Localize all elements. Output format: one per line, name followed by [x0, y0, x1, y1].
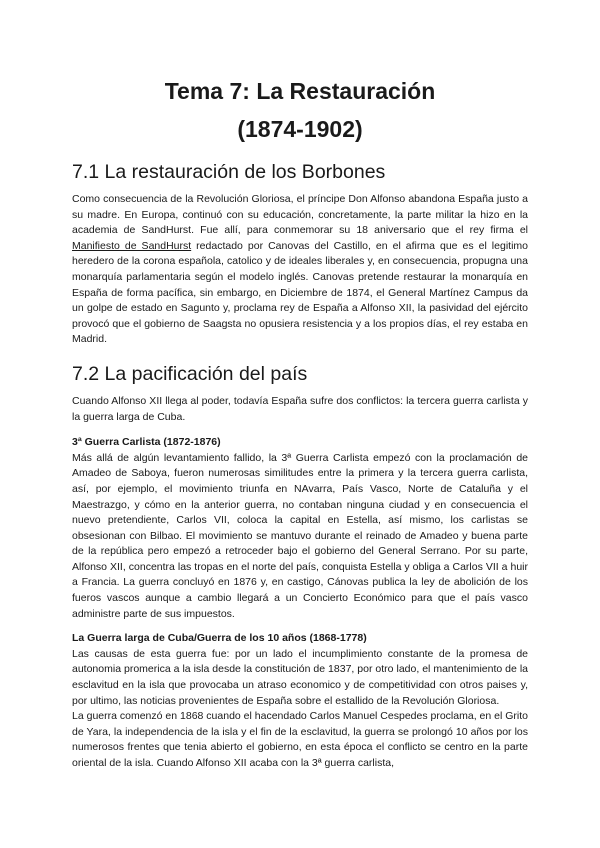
section-1-heading: 7.1 La restauración de los Borbones	[72, 161, 386, 183]
document-page	[72, 72, 528, 772]
subsection-cuba-title: La Guerra larga de Cuba/Guerra de los 10 años (1868-1778)	[72, 632, 367, 645]
section-2-intro: Cuando Alfonso XII llega al poder, todavía España sufre dos conflictos: la tercera guerra carlista y la guerra larga de Cuba.	[72, 394, 528, 423]
manifiesto-link[interactable]: Manifiesto de SandHurst	[72, 239, 192, 252]
section-1-text-b: redactado por Canovas del Castillo, en el afirma que es el legitimo heredero de la corona española, catolico y de ideales liberales y, en consecuencia, propugna una monarquía parlamentaria según el modelo inglés. Canovas pretende restaurar la monarquía en España de forma pacífica, sin embargo, en Diciembre de 1874, el General Martínez Campus da un golpe de estado en Sagunto y, proclama rey de España a Alfonso XII, la pasividad del ejército provocó que el gobierno de Saagsta no opusiera resistencia y a los propios días, el rey estaba en Madrid.	[72, 239, 528, 346]
section-1-paragraph	[72, 192, 528, 348]
title-line-1: Tema 7: La Restauración	[164, 78, 436, 104]
section-1-text-a: Como consecuencia de la Revolución Gloriosa, el príncipe Don Alfonso abandona España justo a su madre. En Europa, continuó con su educación, concretamente, la parte militar la hizo en la academia de SandHurst. Fue allí, para conmemorar su 18 aniversario que el rey firma el	[72, 193, 528, 237]
subsection-carlista-text: Más allá de algún levantamiento fallido, la 3ª Guerra Carlista empezó con la proclamación de Amadeo de Saboya, fueron numerosas similitudes entre la primera y la tercera guerra carlista, así, por ejemplo, el movimiento triunfa en NAvarra, País Vasco, Norte de Cataluña y el Maestrazgo, y cómo en la anterior guerra, no contaban ninguna ciudad y en consecuencia el nuevo pretendiente, Carlos VII, coloca la capital en Estella, así mismo, los carlistas se obsesionan con Bilbao. El movimiento se mantuvo durante el reinado de Amadeo y buena parte de la república pero empezó a retroceder bajo el gobierno del General Serrano. Por su parte, Alfonso XII, concentra las tropas en el norte del país, conquista Estella y obliga a Carlos VII a huir a Francia. La guerra concluyó en 1876 y, en castigo, Cánovas publica la ley de abolición de los fueros vascos aunque a cambio llegará a un Concierto Económico para que el país vasco administre parte de sus impuestos.	[72, 451, 528, 620]
subsection-cuba-text-1: Las causas de esta guerra fue: por un lado el incumplimiento constante de la promesa de autonomia promerica a la isla desde la constitución de 1837, por otro lado, el mantenimiento de la esclavitud en la isla que provocaba un atraso economico y de competitividad con otros paises y, por ultimo, las noticias provenientes de España sobre el estallido de la Revolución Gloriosa.	[72, 647, 528, 707]
subsection-carlista-title: 3ª Guerra Carlista (1872-1876)	[72, 436, 221, 449]
title-line-2: (1874-1902)	[237, 116, 363, 142]
document-title	[72, 72, 528, 148]
subsection-cuba-text-2: La guerra comenzó en 1868 cuando el hacendado Carlos Manuel Cespedes proclama, en el Grito de Yara, la independencia de la isla y el fin de la esclavitud, la guerra se prolongó 10 años por los numerosos frentes que tenia abierto el gobierno, en esta época el conflicto se centro en la parte oriental de la isla. Cuando Alfonso XII acaba con la 3ª guerra carlista,	[72, 710, 528, 769]
section-2-heading: 7.2 La pacificación del país	[72, 362, 308, 385]
